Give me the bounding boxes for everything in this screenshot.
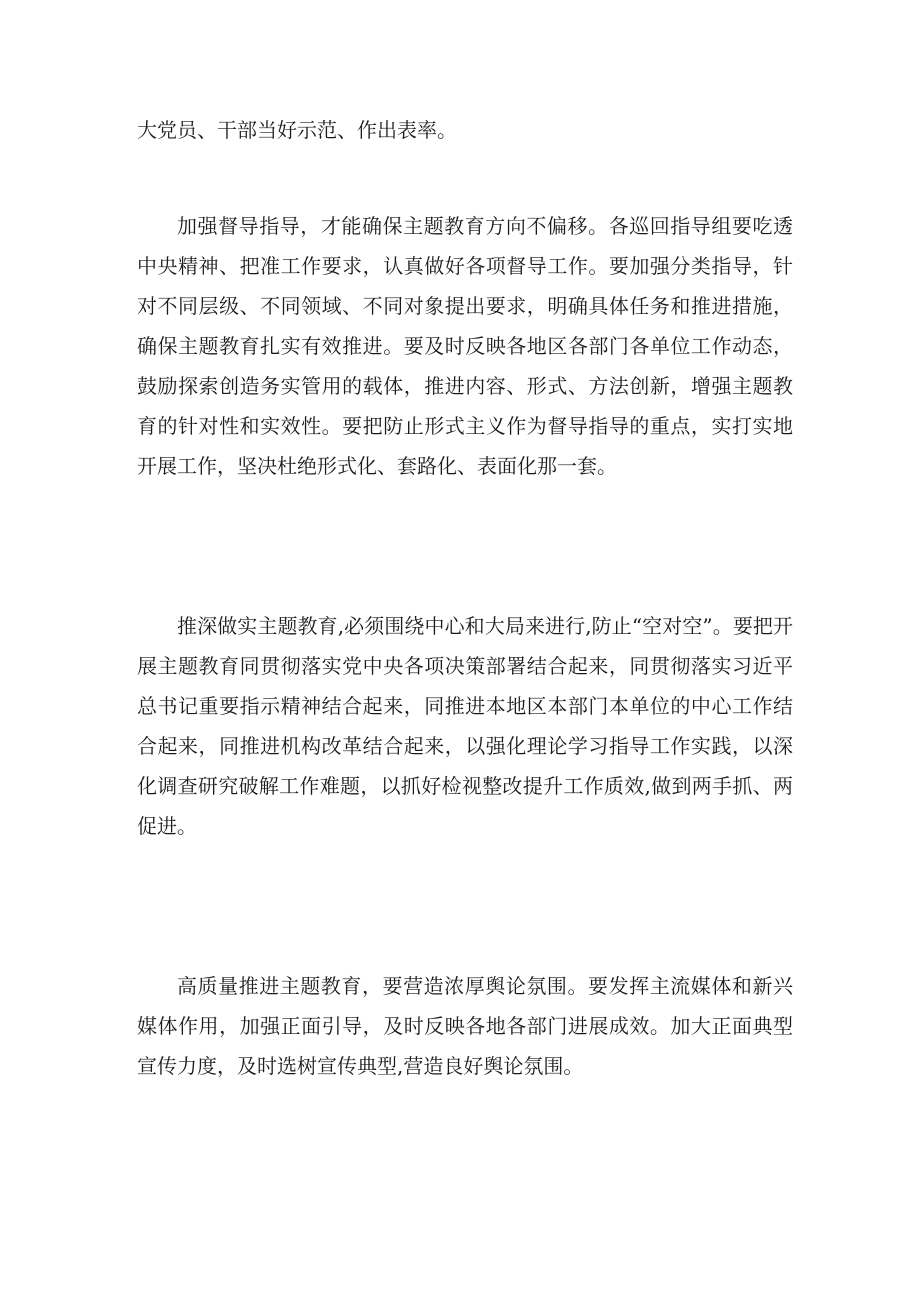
paragraph-public-opinion: 高质量推进主题教育，要营造浓厚舆论氛围。要发挥主流媒体和新兴媒体作用，加强正面引导，及时反映各地各部门进展成效。加大正面典型宣传力度，及时选树宣传典型,营造良好舆论氛围。 <box>137 974 793 1078</box>
paragraph-continuation: 大党员、干部当好示范、作出表率。 <box>137 118 457 142</box>
paragraph-supervision-guidance: 加强督导指导，才能确保主题教育方向不偏移。各巡回指导组要吃透中央精神、把准工作要求，认真做好各项督导工作。要加强分类指导，针对不同层级、不同领域、不同对象提出要求，明确具体任务和推进措施，确保主题教育扎实有效推进。要及时反映各地区各部门各单位工作动态，鼓励探索创造务实管用的载体，推进内容、形式、方法创新，增强主题教育的针对性和实效性。要把防止形式主义作为督导指导的重点，实打实地开展工作，坚决杜绝形式化、套路化、表面化那一套。 <box>137 214 793 478</box>
paragraph-deepen-education: 推深做实主题教育,必须围绕中心和大局来进行,防止“空对空”。要把开展主题教育同贯彻落实党中央各项决策部署结合起来，同贯彻落实习近平总书记重要指示精神结合起来，同推进本地区本部门本单位的中心工作结合起来，同推进机构改革结合起来，以强化理论学习指导工作实践，以深化调查研究破解工作难题，以抓好检视整改提升工作质效,做到两手抓、两促进。 <box>137 614 793 838</box>
